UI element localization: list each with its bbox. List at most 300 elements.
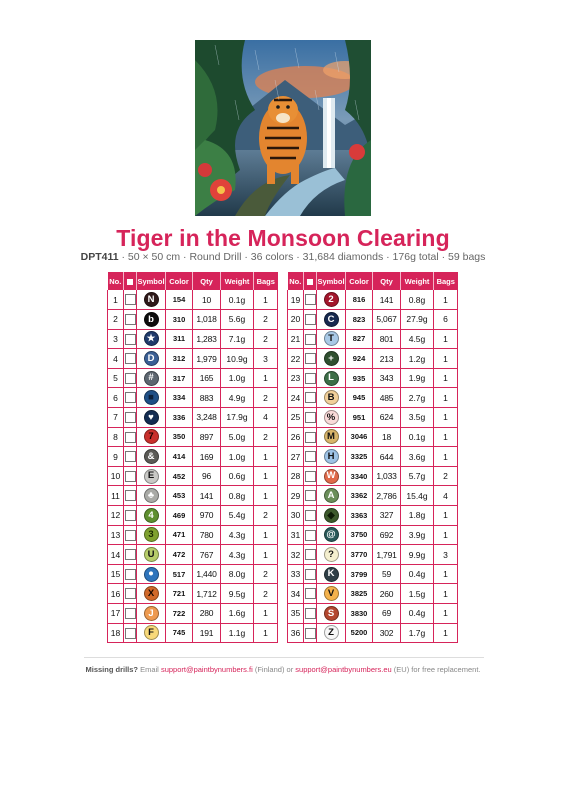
symbol-cell xyxy=(137,447,166,467)
row-checkbox[interactable] xyxy=(125,334,136,345)
row-checkbox[interactable] xyxy=(305,392,316,403)
quantity: 10 xyxy=(193,290,221,310)
symbol-cell xyxy=(317,525,346,545)
row-checkbox[interactable] xyxy=(305,628,316,639)
bags: 1 xyxy=(434,525,458,545)
table-row xyxy=(288,466,458,486)
row-number: 10 xyxy=(108,466,124,486)
symbol-cell xyxy=(317,368,346,388)
checkbox-header-icon xyxy=(127,279,133,285)
color-code: 3799 xyxy=(346,564,373,584)
bags: 1 xyxy=(254,486,278,506)
symbol-badge: E xyxy=(144,469,159,484)
color-code: 334 xyxy=(166,388,193,408)
table-row xyxy=(288,349,458,369)
row-checkbox[interactable] xyxy=(305,334,316,345)
bags: 1 xyxy=(434,329,458,349)
quantity: 280 xyxy=(193,604,221,624)
quantity: 213 xyxy=(373,349,401,369)
checkbox-cell xyxy=(304,427,317,447)
product-code: DPT411 xyxy=(80,251,119,263)
color-table-left xyxy=(107,272,277,643)
weight: 0.4g xyxy=(401,604,434,624)
symbol-cell xyxy=(137,564,166,584)
col-qty: Qty xyxy=(193,272,221,290)
quantity: 2,786 xyxy=(373,486,401,506)
quantity: 1,712 xyxy=(193,584,221,604)
quantity: 767 xyxy=(193,545,221,565)
row-checkbox[interactable] xyxy=(305,432,316,443)
bags: 2 xyxy=(254,388,278,408)
weight: 1.7g xyxy=(401,623,434,643)
row-number: 23 xyxy=(288,368,304,388)
table-row xyxy=(108,486,278,506)
checkbox-cell xyxy=(304,564,317,584)
checkbox-cell xyxy=(304,408,317,428)
footer-divider xyxy=(84,657,484,658)
bags: 1 xyxy=(434,564,458,584)
checkbox-cell xyxy=(304,349,317,369)
weight: 4.3g xyxy=(221,545,254,565)
symbol-cell xyxy=(317,564,346,584)
row-number: 12 xyxy=(108,506,124,526)
table-row xyxy=(108,349,278,369)
weight: 1.5g xyxy=(401,584,434,604)
bags: 2 xyxy=(254,584,278,604)
bags: 6 xyxy=(434,310,458,330)
weight: 4.9g xyxy=(221,388,254,408)
table-row xyxy=(108,584,278,604)
bags: 1 xyxy=(254,368,278,388)
color-code: 3770 xyxy=(346,545,373,565)
row-number: 34 xyxy=(288,584,304,604)
quantity: 1,979 xyxy=(193,349,221,369)
row-checkbox[interactable] xyxy=(125,451,136,462)
checkbox-cell xyxy=(124,447,137,467)
symbol-cell xyxy=(137,486,166,506)
symbol-cell xyxy=(317,408,346,428)
symbol-cell xyxy=(317,290,346,310)
weight: 9.9g xyxy=(401,545,434,565)
symbol-cell xyxy=(317,447,346,467)
checkbox-cell xyxy=(124,466,137,486)
row-checkbox[interactable] xyxy=(125,490,136,501)
bags: 2 xyxy=(254,564,278,584)
quantity: 1,440 xyxy=(193,564,221,584)
symbol-cell xyxy=(137,623,166,643)
bags: 3 xyxy=(254,349,278,369)
table-row xyxy=(288,506,458,526)
weight: 4.3g xyxy=(221,525,254,545)
symbol-badge: ♣ xyxy=(144,488,159,503)
color-code: 3750 xyxy=(346,525,373,545)
quantity: 260 xyxy=(373,584,401,604)
col-bags: Bags xyxy=(254,272,278,290)
row-checkbox[interactable] xyxy=(305,530,316,541)
row-checkbox[interactable] xyxy=(125,412,136,423)
bags: 1 xyxy=(434,290,458,310)
row-number: 15 xyxy=(108,564,124,584)
bags: 1 xyxy=(254,290,278,310)
checkbox-cell xyxy=(124,623,137,643)
symbol-cell xyxy=(137,290,166,310)
weight: 8.0g xyxy=(221,564,254,584)
quantity: 59 xyxy=(373,564,401,584)
quantity: 191 xyxy=(193,623,221,643)
row-checkbox[interactable] xyxy=(305,451,316,462)
row-checkbox[interactable] xyxy=(125,588,136,599)
symbol-badge: X xyxy=(144,586,159,601)
table-row xyxy=(288,545,458,565)
weight: 27.9g xyxy=(401,310,434,330)
symbol-cell xyxy=(137,545,166,565)
checkbox-cell xyxy=(304,310,317,330)
checkbox-cell xyxy=(124,604,137,624)
row-checkbox[interactable] xyxy=(125,608,136,619)
row-checkbox[interactable] xyxy=(125,314,136,325)
quantity: 141 xyxy=(193,486,221,506)
row-number: 14 xyxy=(108,545,124,565)
weight: 3.5g xyxy=(401,408,434,428)
symbol-cell xyxy=(317,506,346,526)
table-row xyxy=(108,329,278,349)
weight: 0.8g xyxy=(221,486,254,506)
weight: 7.1g xyxy=(221,329,254,349)
footer-text: Email xyxy=(138,665,161,674)
row-number: 35 xyxy=(288,604,304,624)
bags: 1 xyxy=(434,604,458,624)
row-checkbox[interactable] xyxy=(305,490,316,501)
col-no: No. xyxy=(108,272,124,290)
symbol-cell xyxy=(137,368,166,388)
email-link-eu[interactable]: support@paintbynumbers.eu xyxy=(295,665,392,674)
checkbox-cell xyxy=(124,349,137,369)
symbol-badge: F xyxy=(144,625,159,640)
symbol-cell xyxy=(137,506,166,526)
footer-text: (Finland) or xyxy=(252,665,296,674)
footer-text: (EU) for free replacement. xyxy=(391,665,481,674)
row-number: 32 xyxy=(288,545,304,565)
weight: 3.9g xyxy=(401,525,434,545)
bags: 1 xyxy=(434,427,458,447)
row-number: 3 xyxy=(108,329,124,349)
quantity: 1,018 xyxy=(193,310,221,330)
weight: 5.7g xyxy=(401,466,434,486)
symbol-cell xyxy=(137,604,166,624)
table-row xyxy=(288,388,458,408)
bags: 1 xyxy=(434,408,458,428)
table-row xyxy=(108,623,278,643)
symbol-cell xyxy=(317,310,346,330)
symbol-cell xyxy=(317,466,346,486)
table-row xyxy=(108,368,278,388)
bags: 4 xyxy=(254,408,278,428)
row-number: 33 xyxy=(288,564,304,584)
checkbox-cell xyxy=(304,584,317,604)
row-checkbox[interactable] xyxy=(125,392,136,403)
col-check xyxy=(304,272,317,290)
weight: 1.2g xyxy=(401,349,434,369)
row-checkbox[interactable] xyxy=(305,510,316,521)
symbol-badge: # xyxy=(144,371,159,386)
weight: 1.0g xyxy=(221,368,254,388)
row-checkbox[interactable] xyxy=(125,353,136,364)
row-checkbox[interactable] xyxy=(305,549,316,560)
symbol-badge: ♥ xyxy=(144,410,159,425)
checkbox-cell xyxy=(304,466,317,486)
bags: 2 xyxy=(254,506,278,526)
table-row xyxy=(288,564,458,584)
color-code: 311 xyxy=(166,329,193,349)
symbol-badge: M xyxy=(324,429,339,444)
row-checkbox[interactable] xyxy=(125,569,136,580)
symbol-cell xyxy=(317,486,346,506)
bags: 1 xyxy=(254,447,278,467)
checkbox-cell xyxy=(124,368,137,388)
weight: 9.5g xyxy=(221,584,254,604)
color-code: 469 xyxy=(166,506,193,526)
row-checkbox[interactable] xyxy=(125,628,136,639)
table-row xyxy=(288,329,458,349)
row-checkbox[interactable] xyxy=(305,608,316,619)
cover-image xyxy=(195,40,371,216)
checkbox-cell xyxy=(304,525,317,545)
checkbox-cell xyxy=(304,388,317,408)
checkbox-cell xyxy=(124,408,137,428)
weight: 15.4g xyxy=(401,486,434,506)
table-row xyxy=(108,447,278,467)
symbol-badge: L xyxy=(324,371,339,386)
symbol-badge: K xyxy=(324,567,339,582)
symbol-badge: 4 xyxy=(144,508,159,523)
bags: 1 xyxy=(434,368,458,388)
row-number: 6 xyxy=(108,388,124,408)
quantity: 5,067 xyxy=(373,310,401,330)
checkbox-cell xyxy=(304,545,317,565)
symbol-badge: C xyxy=(324,312,339,327)
symbol-cell xyxy=(137,584,166,604)
table-row xyxy=(288,290,458,310)
weight: 2.7g xyxy=(401,388,434,408)
row-number: 7 xyxy=(108,408,124,428)
quantity: 644 xyxy=(373,447,401,467)
table-row xyxy=(288,604,458,624)
checkbox-cell xyxy=(124,310,137,330)
checkbox-cell xyxy=(304,329,317,349)
row-number: 24 xyxy=(288,388,304,408)
checkbox-cell xyxy=(124,564,137,584)
symbol-cell xyxy=(137,310,166,330)
color-code: 3325 xyxy=(346,447,373,467)
table-row xyxy=(288,310,458,330)
table-row xyxy=(288,525,458,545)
weight: 0.1g xyxy=(401,427,434,447)
color-code: 951 xyxy=(346,408,373,428)
color-code: 3825 xyxy=(346,584,373,604)
color-code: 827 xyxy=(346,329,373,349)
color-code: 3340 xyxy=(346,466,373,486)
row-number: 29 xyxy=(288,486,304,506)
table-row xyxy=(108,427,278,447)
row-number: 13 xyxy=(108,525,124,545)
bags: 1 xyxy=(434,349,458,369)
weight: 1.8g xyxy=(401,506,434,526)
color-code: 816 xyxy=(346,290,373,310)
row-checkbox[interactable] xyxy=(305,373,316,384)
weight: 1.1g xyxy=(221,623,254,643)
bags: 1 xyxy=(434,388,458,408)
table-row xyxy=(288,486,458,506)
col-qty: Qty xyxy=(373,272,401,290)
color-code: 414 xyxy=(166,447,193,467)
weight: 4.5g xyxy=(401,329,434,349)
symbol-badge: 3 xyxy=(144,527,159,542)
col-color: Color xyxy=(346,272,373,290)
color-code: 722 xyxy=(166,604,193,624)
row-checkbox[interactable] xyxy=(125,432,136,443)
quantity: 302 xyxy=(373,623,401,643)
quantity: 624 xyxy=(373,408,401,428)
symbol-badge: ? xyxy=(324,547,339,562)
row-number: 27 xyxy=(288,447,304,467)
row-checkbox[interactable] xyxy=(125,373,136,384)
page-title: Tiger in the Monsoon Clearing xyxy=(116,225,450,251)
row-number: 2 xyxy=(108,310,124,330)
row-number: 18 xyxy=(108,623,124,643)
quantity: 96 xyxy=(193,466,221,486)
row-number: 9 xyxy=(108,447,124,467)
row-number: 1 xyxy=(108,290,124,310)
symbol-badge: W xyxy=(324,469,339,484)
checkbox-header-icon xyxy=(307,279,313,285)
quantity: 169 xyxy=(193,447,221,467)
symbol-badge: + xyxy=(324,351,339,366)
color-code: 823 xyxy=(346,310,373,330)
quantity: 970 xyxy=(193,506,221,526)
table-row xyxy=(288,447,458,467)
symbol-cell xyxy=(137,408,166,428)
col-check xyxy=(124,272,137,290)
row-checkbox[interactable] xyxy=(305,294,316,305)
row-checkbox[interactable] xyxy=(125,549,136,560)
row-number: 4 xyxy=(108,349,124,369)
weight: 0.4g xyxy=(401,564,434,584)
bags: 2 xyxy=(254,427,278,447)
checkbox-cell xyxy=(124,506,137,526)
quantity: 1,791 xyxy=(373,545,401,565)
color-code: 453 xyxy=(166,486,193,506)
color-code: 350 xyxy=(166,427,193,447)
quantity: 801 xyxy=(373,329,401,349)
symbol-cell xyxy=(317,623,346,643)
color-code: 935 xyxy=(346,368,373,388)
symbol-badge: D xyxy=(144,351,159,366)
color-code: 317 xyxy=(166,368,193,388)
table-header xyxy=(288,272,458,290)
row-checkbox[interactable] xyxy=(125,530,136,541)
quantity: 18 xyxy=(373,427,401,447)
symbol-badge: & xyxy=(144,449,159,464)
checkbox-cell xyxy=(304,290,317,310)
quantity: 69 xyxy=(373,604,401,624)
table-row xyxy=(108,604,278,624)
checkbox-cell xyxy=(304,506,317,526)
checkbox-cell xyxy=(124,486,137,506)
checkbox-cell xyxy=(124,584,137,604)
bags: 3 xyxy=(434,545,458,565)
weight: 0.8g xyxy=(401,290,434,310)
bags: 1 xyxy=(254,604,278,624)
checkbox-cell xyxy=(304,447,317,467)
symbol-badge: H xyxy=(324,449,339,464)
row-number: 5 xyxy=(108,368,124,388)
table-row xyxy=(108,408,278,428)
symbol-badge: ● xyxy=(144,567,159,582)
checkbox-cell xyxy=(124,525,137,545)
symbol-cell xyxy=(137,427,166,447)
color-code: 721 xyxy=(166,584,193,604)
symbol-badge: N xyxy=(144,292,159,307)
quantity: 883 xyxy=(193,388,221,408)
col-no: No. xyxy=(288,272,304,290)
row-checkbox[interactable] xyxy=(305,412,316,423)
row-number: 17 xyxy=(108,604,124,624)
weight: 10.9g xyxy=(221,349,254,369)
table-row xyxy=(288,408,458,428)
color-table-right xyxy=(287,272,457,643)
color-code: 5200 xyxy=(346,623,373,643)
color-code: 3363 xyxy=(346,506,373,526)
quantity: 485 xyxy=(373,388,401,408)
bags: 1 xyxy=(254,525,278,545)
row-checkbox[interactable] xyxy=(125,471,136,482)
symbol-badge: S xyxy=(324,606,339,621)
page-subtitle xyxy=(0,251,566,263)
weight: 0.6g xyxy=(221,466,254,486)
weight: 1.0g xyxy=(221,447,254,467)
row-checkbox[interactable] xyxy=(305,471,316,482)
symbol-cell xyxy=(317,545,346,565)
color-code: 312 xyxy=(166,349,193,369)
quantity: 3,248 xyxy=(193,408,221,428)
email-link-finland[interactable]: support@paintbynumbers.fi xyxy=(160,665,253,674)
row-checkbox[interactable] xyxy=(305,314,316,325)
col-weight: Weight xyxy=(221,272,254,290)
table-row xyxy=(108,466,278,486)
bags: 1 xyxy=(434,506,458,526)
row-number: 26 xyxy=(288,427,304,447)
row-checkbox[interactable] xyxy=(125,294,136,305)
symbol-cell xyxy=(317,329,346,349)
checkbox-cell xyxy=(304,486,317,506)
symbol-cell xyxy=(137,525,166,545)
table-body xyxy=(108,290,278,643)
row-checkbox[interactable] xyxy=(305,353,316,364)
table-body xyxy=(288,290,458,643)
table-row xyxy=(288,584,458,604)
row-checkbox[interactable] xyxy=(305,588,316,599)
row-number: 31 xyxy=(288,525,304,545)
table-row xyxy=(108,388,278,408)
row-checkbox[interactable] xyxy=(305,569,316,580)
row-number: 22 xyxy=(288,349,304,369)
bags: 1 xyxy=(254,545,278,565)
symbol-cell xyxy=(137,388,166,408)
color-code: 472 xyxy=(166,545,193,565)
symbol-cell xyxy=(137,329,166,349)
row-number: 28 xyxy=(288,466,304,486)
row-checkbox[interactable] xyxy=(125,510,136,521)
